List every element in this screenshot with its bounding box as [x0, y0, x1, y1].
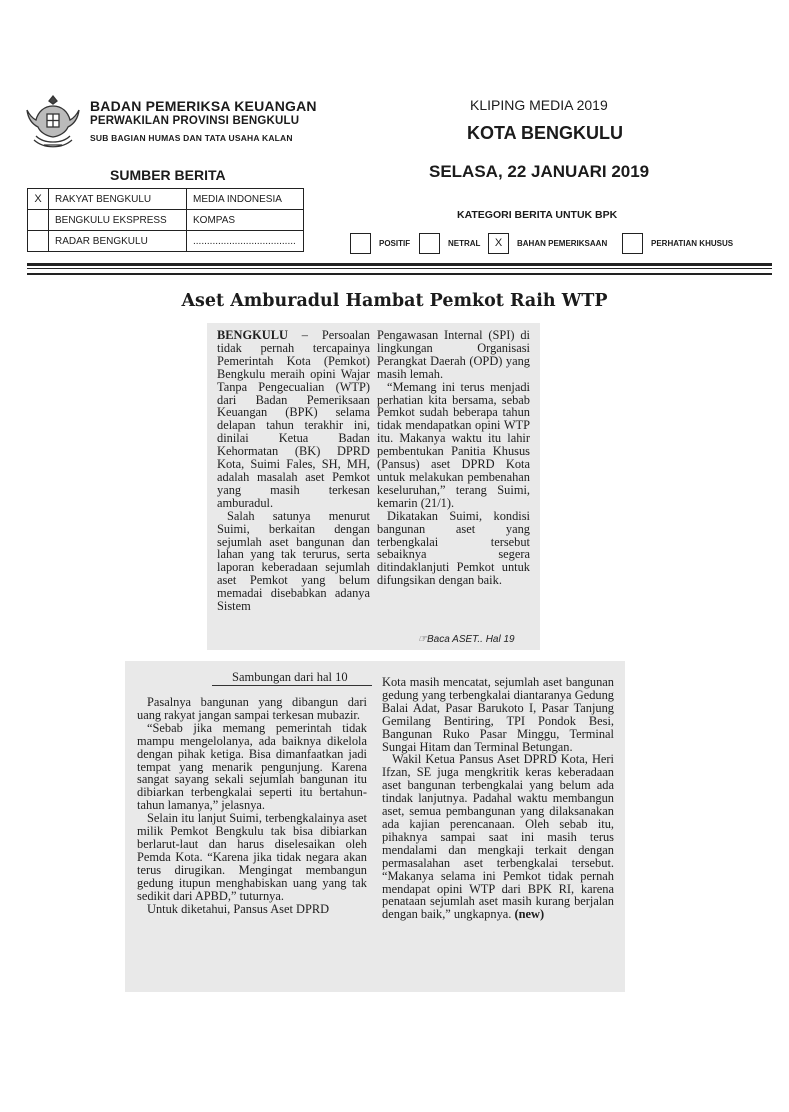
kota-title: KOTA BENGKULU [467, 123, 623, 143]
sumber-berita-table [27, 188, 304, 252]
divider [212, 685, 372, 686]
kliping-title: KLIPING MEDIA 2019 [470, 97, 608, 113]
article-headline: Aset Amburadul Hambat Pemkot Raih WTP [181, 291, 608, 311]
article-paragraph: Pasalnya bangunan yang dibangun dari uang rakyat jangan sampai terkesan mubazir. [137, 695, 367, 722]
divider [27, 268, 772, 269]
article-dateline: BENGKULU [217, 328, 288, 342]
article-paragraph: Pengawasan Internal (SPI) di lingkungan Organisasi Perangkat Daerah (OPD) yang masih lemah. [377, 328, 530, 381]
kategori-label: NETRAL [448, 238, 481, 248]
kategori-positif [350, 232, 410, 254]
table-row [28, 210, 304, 231]
continuation-label: Sambungan dari hal 10 [232, 670, 348, 684]
kategori-label: BAHAN PEMERIKSAAN [517, 238, 608, 248]
kategori-label: PERHATIAN KHUSUS [651, 238, 734, 248]
article-column-left [217, 329, 370, 613]
divider [27, 263, 772, 266]
source-name: BENGKULU EKSPRESS [49, 210, 187, 231]
source-name: ..................................... [187, 231, 304, 252]
article-paragraph: Dikatakan Suimi, kondisi bangunan aset yang terbengkalai tersebut sebaiknya segera ditindaklanjuti Pemkot untuk difungsikan dengan baik. [377, 508, 530, 588]
article-paragraph: Selain itu lanjut Suimi, terbengkalainya aset milik Pemkot Bengkulu tak bisa dibiarkan berlarut-laut dan harus diselesaikan oleh Pemda Kota. “Karena jika tidak negara akan terus dirugikan. Mengingat membangun gedung itupun menghabiskan uang yang tak sedikit dari APBD,” tuturnya. [137, 811, 367, 903]
article-paragraph: Untuk diketahui, Pansus Aset DPRD [147, 901, 330, 916]
table-row [28, 231, 304, 252]
continuation-column-left [137, 696, 367, 915]
author-signoff: (new) [514, 907, 545, 922]
checkbox [419, 233, 440, 254]
article-paragraph: Wakil Ketua Pansus Aset DPRD Kota, Heri Ifzan, SE juga mengkritik keras keberadaan aset bangunan terbengkalai yang belum ada tindak lanjutnya. Padahal waktu membangun aset, semua pembangunan yang dilaksanakan ada kajian perencanaan. Oleh sebab itu, pihaknya sampai saat ini masih terus mendalami dan mengkaji terkait dengan permasalahan aset terbengkalai tersebut. “Makanya selama ini Pemkot tidak pernah mendapat opini WTP dari BPK RI, karena penataan sejumlah aset masih kurang berjalan dengan baik,” ungkapnya. (new) [382, 752, 614, 922]
source-name: MEDIA INDONESIA [187, 189, 304, 210]
kategori-perhatian-khusus [622, 232, 733, 254]
continued-reference: ☞Baca ASET.. Hal 19 [418, 634, 515, 645]
kategori-netral [419, 232, 480, 254]
article-paragraph: Salah satunya menurut Suimi, berkaitan dengan sejumlah aset bangunan dan lahan yang tak terurus, serta laporan keberadaan sejumlah aset Pemkot yang belum memadai disebabkan adanya Sistem [217, 508, 370, 614]
kategori-label: POSITIF [379, 238, 411, 248]
garuda-emblem [24, 92, 82, 152]
article-column-right [377, 329, 530, 587]
checkbox [622, 233, 643, 254]
table-row [28, 189, 304, 210]
article-clipping [207, 323, 540, 650]
article-paragraph: “Sebab jika memang pemerintah tidak mampu mengelolanya, ada baiknya dikelola dengan pihak ketiga. Bisa dimanfaatkan jadi tempat yang menarik pengunjung. Karena sangat sayang sekali sejumlah bangunan itu dibiarkan terbengkalai seperti itu bertahun-tahun lamanya,” jelasnya. [137, 720, 367, 813]
article-paragraph: BENGKULU – Persoalan tidak pernah tercapainya Pemerintah Kota (Pemkot) Bengkulu meraih opini Wajar Tanpa Pengecualian (WTP) dari Badan Pemeriksaan Keuangan (BPK) selama delapan tahun terakhir ini, dinilai Ketua Badan Kehormatan (BK) DPRD Kota, Suimi Fales, SH, MH, adalah masalah aset Pemkot yang masih terkesan amburadul. [217, 328, 370, 510]
kategori-bahan-pemeriksaan [488, 232, 607, 254]
checkbox [350, 233, 371, 254]
source-name: KOMPAS [187, 210, 304, 231]
check-mark [28, 210, 49, 231]
check-mark: X [28, 189, 49, 210]
checkbox: X [488, 233, 509, 254]
source-name: RADAR BENGKULU [49, 231, 187, 252]
source-name: RAKYAT BENGKULU [49, 189, 187, 210]
org-branch: PERWAKILAN PROVINSI BENGKULU [90, 115, 300, 127]
divider [27, 273, 772, 275]
org-subdivision: SUB BAGIAN HUMAS DAN TATA USAHA KALAN [90, 133, 293, 143]
sumber-berita-title: SUMBER BERITA [110, 167, 226, 183]
article-paragraph: Kota masih mencatat, sejumlah aset bangunan gedung yang terbengkalai diantaranya Gedung Balai Adat, Pasar Barukoto I, Pasar Tanjung Gemilang Bentiring, TPI Pondok Besi, Bangunan Ruko Pasar Minggu, Terminal Sungai Hitam dan Terminal Betungan. [382, 675, 614, 754]
kategori-title: KATEGORI BERITA UNTUK BPK [457, 209, 618, 221]
org-name: BADAN PEMERIKSA KEUANGAN [90, 98, 317, 114]
article-paragraph: “Memang ini terus menjadi perhatian kita bersama, sebab Pemkot sudah beberapa tahun tidak mendapatkan opini WTP itu. Makanya waktu itu lahir pembentukan Panitia Khusus (Pansus) aset DPRD Kota untuk melakukan pembenahan keseluruhan,” terang Suimi, kemarin (21/1). [377, 379, 530, 510]
check-mark [28, 231, 49, 252]
publication-date: SELASA, 22 JANUARI 2019 [429, 162, 650, 181]
continuation-clipping [125, 661, 625, 992]
continuation-column-right [382, 676, 614, 921]
